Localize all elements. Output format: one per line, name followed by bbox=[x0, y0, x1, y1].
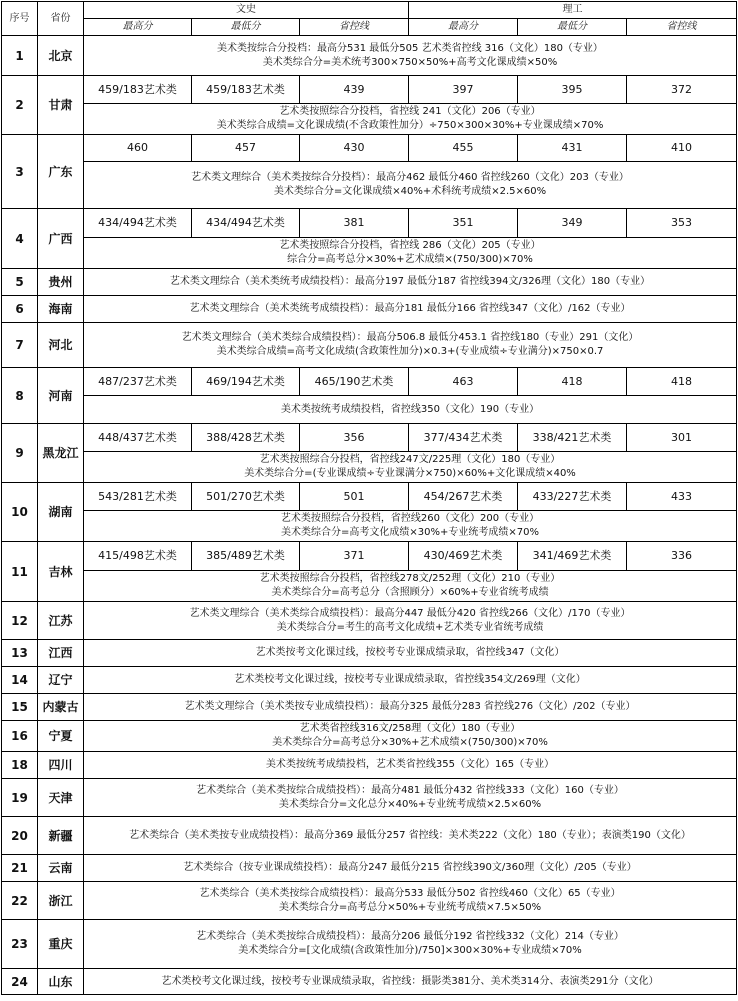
row-province: 北京 bbox=[38, 36, 84, 76]
score-cell: 418 bbox=[518, 368, 627, 396]
score-cell: 460 bbox=[84, 135, 192, 162]
header-province: 省份 bbox=[38, 2, 84, 36]
table-row bbox=[2, 640, 737, 667]
row-province: 湖南 bbox=[38, 483, 84, 542]
row-number: 16 bbox=[2, 721, 38, 752]
score-cell: 430 bbox=[300, 135, 409, 162]
table-row bbox=[2, 721, 737, 752]
table-row bbox=[2, 104, 737, 135]
table-row bbox=[2, 323, 737, 368]
score-cell: 377/434艺术类 bbox=[409, 424, 518, 452]
note-line: 艺术类综合（美术类按综合成绩投档）：最高分533 最低分502 省控线460（文化）65（专业） bbox=[199, 887, 621, 899]
score-cell: 454/267艺术类 bbox=[409, 483, 518, 511]
score-cell: 349 bbox=[518, 209, 627, 238]
row-province: 天津 bbox=[38, 779, 84, 817]
row-note bbox=[84, 602, 737, 640]
note-line: 美术类综合分=高考总分（含照顾分）×60%+专业省统考成绩 bbox=[271, 587, 549, 598]
table-row bbox=[2, 135, 737, 162]
table-row bbox=[2, 920, 737, 969]
table-row bbox=[2, 817, 737, 855]
row-number: 10 bbox=[2, 483, 38, 542]
note-line: 艺术类按照综合分投档，省控线260（文化）200（专业） bbox=[280, 513, 540, 524]
score-cell: 397 bbox=[409, 76, 518, 104]
row-province: 海南 bbox=[38, 296, 84, 323]
row-note bbox=[84, 694, 737, 721]
note-line: 美术类综合分=高考文化成绩×30%+专业统考成绩×70% bbox=[281, 527, 539, 538]
score-cell: 439 bbox=[300, 76, 409, 104]
score-cell: 465/190艺术类 bbox=[300, 368, 409, 396]
score-cell: 501 bbox=[300, 483, 409, 511]
score-cell: 388/428艺术类 bbox=[192, 424, 300, 452]
row-note bbox=[84, 882, 737, 920]
note-line: 美术类综合分=高考总分×30%+艺术成绩×(750/300)×70% bbox=[272, 737, 548, 748]
table-row bbox=[2, 76, 737, 104]
row-number: 14 bbox=[2, 667, 38, 694]
score-cell: 351 bbox=[409, 209, 518, 238]
row-note bbox=[84, 396, 737, 424]
score-cell: 430/469艺术类 bbox=[409, 542, 518, 571]
row-note bbox=[84, 571, 737, 602]
score-cell: 487/237艺术类 bbox=[84, 368, 192, 396]
note-line: 艺术类校考文化课过线，按校考专业课成绩录取，省控线：摄影类381分、美术类314分、表演类291分（文化） bbox=[161, 975, 659, 987]
score-cell: 356 bbox=[300, 424, 409, 452]
note-line: 艺术类综合（按专业课成绩投档）：最高分247 最低分215 省控线390文/360理（文化）/205（专业） bbox=[183, 862, 637, 873]
note-line: 美术类综合分=(专业课成绩÷专业课满分×750)×60%+文化课成绩×40% bbox=[244, 468, 576, 479]
note-line: 艺术类按考文化课过线，按校考专业课成绩录取，省控线347（文化） bbox=[255, 647, 565, 658]
row-note bbox=[84, 855, 737, 882]
header-wen-control: 省控线 bbox=[300, 19, 409, 36]
score-cell: 469/194艺术类 bbox=[192, 368, 300, 396]
row-note bbox=[84, 104, 737, 135]
table-row bbox=[2, 36, 737, 76]
note-line: 综合分=高考总分×30%+艺术成绩×(750/300)×70% bbox=[287, 254, 533, 265]
note-line: 美术类综合分=考生的高考文化成绩+艺术类专业省统考成绩 bbox=[276, 621, 544, 633]
table-row bbox=[2, 542, 737, 571]
row-province: 重庆 bbox=[38, 920, 84, 969]
row-number: 23 bbox=[2, 920, 38, 969]
note-line: 艺术类文理综合（美术类统考成绩投档）：最高分197 最低分187 省控线394文/326理（文化）180（专业） bbox=[169, 276, 651, 287]
row-note bbox=[84, 296, 737, 323]
score-cell: 463 bbox=[409, 368, 518, 396]
row-province: 河南 bbox=[38, 368, 84, 424]
table-row bbox=[2, 969, 737, 995]
score-cell: 459/183艺术类 bbox=[84, 76, 192, 104]
row-number: 13 bbox=[2, 640, 38, 667]
table-row bbox=[2, 209, 737, 238]
row-number: 15 bbox=[2, 694, 38, 721]
row-number: 19 bbox=[2, 779, 38, 817]
header-wen-min: 最低分 bbox=[192, 19, 300, 36]
row-note bbox=[84, 162, 737, 209]
note-line: 美术类综合分=文化总分×40%+专业统考成绩×2.5×60% bbox=[278, 798, 542, 810]
row-number: 5 bbox=[2, 269, 38, 296]
row-province: 宁夏 bbox=[38, 721, 84, 752]
score-cell: 372 bbox=[627, 76, 737, 104]
table-row bbox=[2, 452, 737, 483]
score-cell: 385/489艺术类 bbox=[192, 542, 300, 571]
row-note bbox=[84, 269, 737, 296]
admission-score-table bbox=[1, 1, 737, 995]
row-note bbox=[84, 969, 737, 995]
row-note bbox=[84, 817, 737, 855]
table-row bbox=[2, 882, 737, 920]
row-number: 2 bbox=[2, 76, 38, 135]
note-line: 美术类按统考成绩投档，艺术类省控线355（文化）165（专业） bbox=[265, 759, 555, 770]
table-row bbox=[2, 238, 737, 269]
table-row bbox=[2, 296, 737, 323]
row-province: 浙江 bbox=[38, 882, 84, 920]
row-province: 山东 bbox=[38, 969, 84, 995]
row-province: 江西 bbox=[38, 640, 84, 667]
header-li-control: 省控线 bbox=[627, 19, 737, 36]
table-row bbox=[2, 602, 737, 640]
table-row bbox=[2, 855, 737, 882]
table-row bbox=[2, 667, 737, 694]
score-cell: 434/494艺术类 bbox=[84, 209, 192, 238]
row-note bbox=[84, 323, 737, 368]
row-province: 内蒙古 bbox=[38, 694, 84, 721]
row-province: 广西 bbox=[38, 209, 84, 269]
score-cell: 415/498艺术类 bbox=[84, 542, 192, 571]
note-line: 艺术类综合（美术类按综合成绩投档）：最高分481 最低分432 省控线333（文化）160（专业） bbox=[196, 784, 624, 796]
score-cell: 338/421艺术类 bbox=[518, 424, 627, 452]
row-province: 辽宁 bbox=[38, 667, 84, 694]
table-row bbox=[2, 368, 737, 396]
row-number: 12 bbox=[2, 602, 38, 640]
note-line: 艺术类按照综合分投档，省控线 241（文化）206（专业） bbox=[279, 106, 541, 117]
row-note bbox=[84, 752, 737, 779]
note-line: 美术类综合分=高考总分×50%+专业统考成绩×7.5×50% bbox=[278, 901, 542, 913]
note-line: 艺术类文理综合（美术类按专业成绩投档）：最高分325 最低分283 省控线276（文化）/202（专业） bbox=[184, 701, 636, 712]
score-cell: 353 bbox=[627, 209, 737, 238]
row-note bbox=[84, 238, 737, 269]
note-line: 艺术类文理综合（美术类按综合分投档）：最高分462 最低分460 省控线260（文化）203（专业） bbox=[191, 172, 629, 183]
note-line: 美术类综合成绩=高考文化成绩(含政策性加分)×0.3+(专业成绩÷专业满分)×750×0.7 bbox=[216, 346, 604, 357]
row-note bbox=[84, 640, 737, 667]
note-line: 艺术类文理综合（美术类综合成绩投档）：最高分506.8 最低分453.1 省控线180（专业）291（文化） bbox=[181, 332, 639, 343]
score-cell: 371 bbox=[300, 542, 409, 571]
row-number: 6 bbox=[2, 296, 38, 323]
note-line: 美术类综合分=[文化成绩(含政策性加分)/750]×300×30%+专业成绩×70% bbox=[238, 945, 582, 956]
score-cell: 341/469艺术类 bbox=[518, 542, 627, 571]
score-cell: 434/494艺术类 bbox=[192, 209, 300, 238]
header-li-max: 最高分 bbox=[409, 19, 518, 36]
row-note bbox=[84, 667, 737, 694]
score-cell: 433 bbox=[627, 483, 737, 511]
row-note bbox=[84, 36, 737, 76]
row-number: 1 bbox=[2, 36, 38, 76]
note-line: 美术类按统考成绩投档，省控线350（文化）190（专业） bbox=[280, 403, 540, 415]
header-seq: 序号 bbox=[2, 2, 38, 36]
score-cell: 395 bbox=[518, 76, 627, 104]
row-number: 22 bbox=[2, 882, 38, 920]
score-cell: 336 bbox=[627, 542, 737, 571]
row-number: 21 bbox=[2, 855, 38, 882]
table-row bbox=[2, 483, 737, 511]
score-cell: 501/270艺术类 bbox=[192, 483, 300, 511]
score-cell: 433/227艺术类 bbox=[518, 483, 627, 511]
header-li-min: 最低分 bbox=[518, 19, 627, 36]
note-line: 美术类综合成绩=文化课成绩(不含政策性加分）÷750×300×30%+专业课成绩×70% bbox=[216, 120, 604, 131]
header-group-wenshi: 文史 bbox=[84, 2, 409, 19]
table-row bbox=[2, 779, 737, 817]
table-row bbox=[2, 424, 737, 452]
score-cell: 418 bbox=[627, 368, 737, 396]
row-note bbox=[84, 511, 737, 542]
note-line: 美术类综合分=美术统考300×750×50%+高考文化课成绩×50% bbox=[262, 56, 558, 68]
row-number: 8 bbox=[2, 368, 38, 424]
table-row bbox=[2, 162, 737, 209]
row-number: 18 bbox=[2, 752, 38, 779]
header-group-ligong: 理工 bbox=[409, 2, 737, 19]
row-province: 江苏 bbox=[38, 602, 84, 640]
table-row bbox=[2, 694, 737, 721]
row-province: 甘肃 bbox=[38, 76, 84, 135]
note-line: 艺术类按照综合分投档，省控线247文/225理（文化）180（专业） bbox=[259, 454, 561, 465]
note-line: 艺术类校考文化课过线，按校考专业课成绩录取，省控线354文/269理（文化） bbox=[234, 674, 586, 685]
row-province: 四川 bbox=[38, 752, 84, 779]
score-cell: 301 bbox=[627, 424, 737, 452]
note-line: 艺术类文理综合（美术类统考成绩投档）：最高分181 最低分166 省控线347（文化）/162（专业） bbox=[189, 303, 631, 314]
row-number: 3 bbox=[2, 135, 38, 209]
score-cell: 457 bbox=[192, 135, 300, 162]
row-number: 7 bbox=[2, 323, 38, 368]
row-note bbox=[84, 779, 737, 817]
row-province: 河北 bbox=[38, 323, 84, 368]
note-line: 美术类按综合分投档：最高分531 最低分505 艺术类省控线 316（文化）180（专业） bbox=[217, 42, 603, 54]
note-line: 艺术类文理综合（美术类综合成绩投档）：最高分447 最低分420 省控线266（文化）/170（专业） bbox=[189, 607, 631, 619]
note-line: 艺术类按照综合分投档，省控线 286（文化）205（专业） bbox=[279, 240, 541, 251]
row-note bbox=[84, 452, 737, 483]
row-number: 11 bbox=[2, 542, 38, 602]
row-province: 黑龙江 bbox=[38, 424, 84, 483]
score-cell: 381 bbox=[300, 209, 409, 238]
score-cell: 431 bbox=[518, 135, 627, 162]
row-province: 新疆 bbox=[38, 817, 84, 855]
row-number: 4 bbox=[2, 209, 38, 269]
row-note bbox=[84, 721, 737, 752]
header-wen-max: 最高分 bbox=[84, 19, 192, 36]
score-cell: 448/437艺术类 bbox=[84, 424, 192, 452]
row-province: 吉林 bbox=[38, 542, 84, 602]
row-province: 贵州 bbox=[38, 269, 84, 296]
note-line: 艺术类综合（美术类按专业成绩投档）：最高分369 最低分257 省控线：美术类222（文化）180（专业）；表演类190（文化） bbox=[129, 829, 691, 841]
note-line: 艺术类按照综合分投档，省控线278文/252理（文化）210（专业） bbox=[259, 573, 561, 584]
table-row bbox=[2, 269, 737, 296]
note-line: 艺术类省控线316文/258理（文化）180（专业） bbox=[299, 723, 521, 734]
table-row bbox=[2, 752, 737, 779]
score-cell: 543/281艺术类 bbox=[84, 483, 192, 511]
score-cell: 459/183艺术类 bbox=[192, 76, 300, 104]
row-province: 广东 bbox=[38, 135, 84, 209]
table-row bbox=[2, 571, 737, 602]
score-cell: 455 bbox=[409, 135, 518, 162]
note-line: 艺术类综合（美术类按综合成绩投档）：最高分206 最低分192 省控线332（文化）214（专业） bbox=[196, 931, 624, 942]
table-row bbox=[2, 396, 737, 424]
row-province: 云南 bbox=[38, 855, 84, 882]
note-line: 美术类综合分=文化课成绩×40%+术科统考成绩×2.5×60% bbox=[273, 186, 547, 197]
row-number: 24 bbox=[2, 969, 38, 995]
table-row bbox=[2, 511, 737, 542]
row-note bbox=[84, 920, 737, 969]
row-number: 9 bbox=[2, 424, 38, 483]
score-cell: 410 bbox=[627, 135, 737, 162]
row-number: 20 bbox=[2, 817, 38, 855]
